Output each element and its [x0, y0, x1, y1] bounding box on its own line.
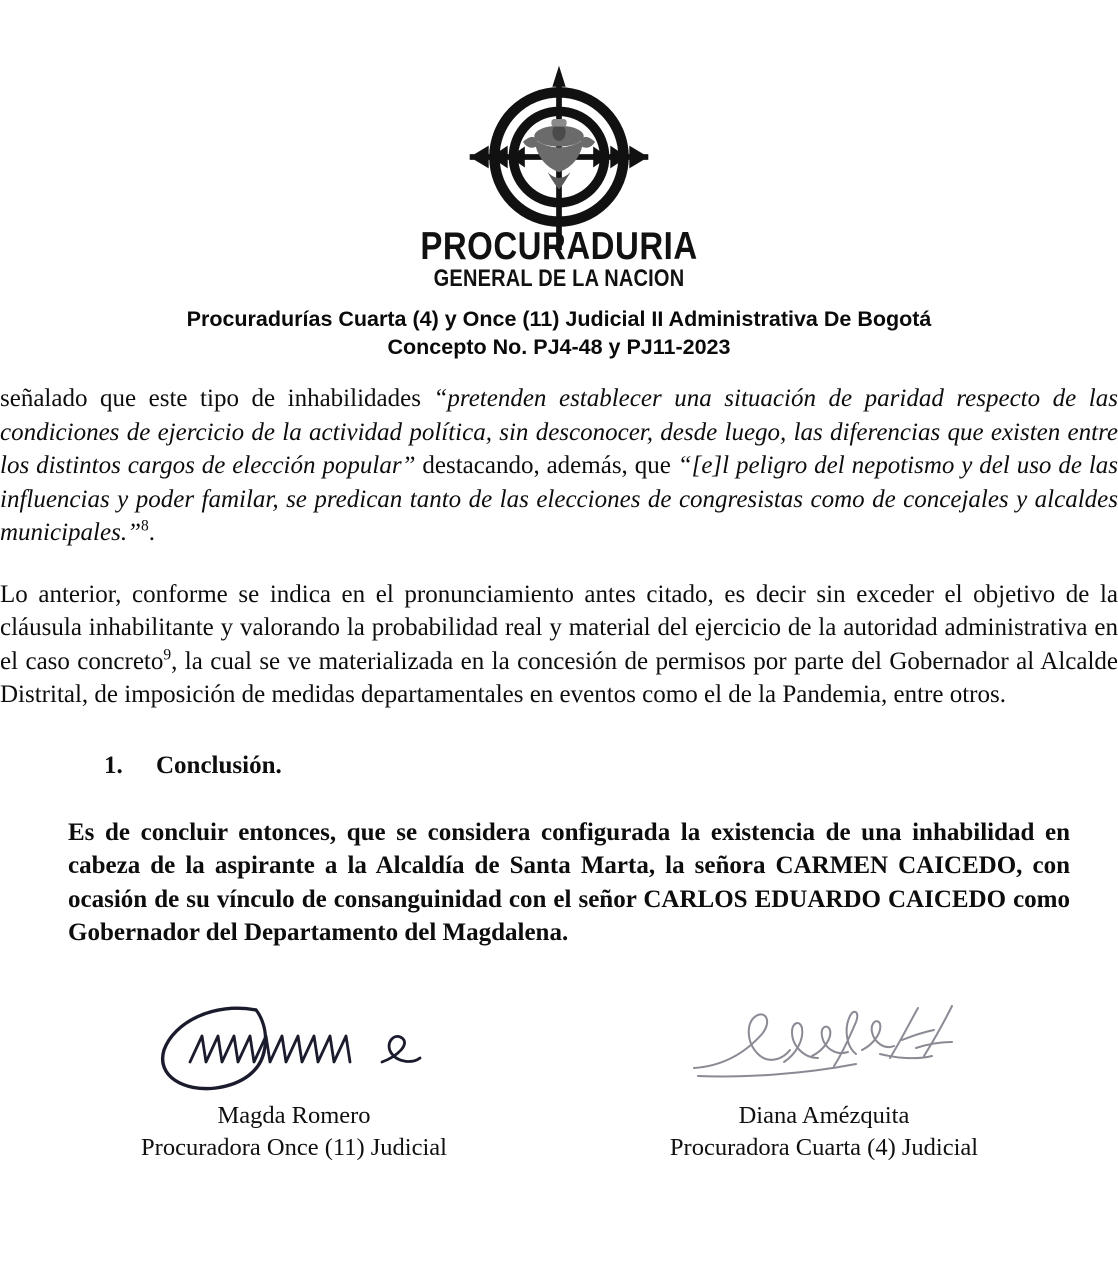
signature-block	[0, 992, 1118, 1164]
section-heading-conclusion	[104, 752, 1118, 780]
section-heading-number: 1.	[104, 751, 123, 779]
section-heading-label: Conclusión.	[156, 751, 282, 779]
analysis-text-part2: , la cual se ve materializada en la concesión de permisos por parte del Gobernador al Alcalde Distrital, de imposición de medidas departamentales en eventos como el de la Pandemia, entre otros.	[0, 647, 1118, 708]
quote-middle-text: destacando, además, que	[415, 452, 678, 479]
analysis-paragraph	[0, 578, 1118, 712]
document-title-line2: Concepto No. PJ4-48 y PJ11-2023	[387, 334, 731, 359]
signature-mark-magda-romero	[129, 992, 459, 1100]
signature-role-left: Procuradora Once (11) Judicial	[141, 1133, 447, 1161]
logo-wordmark	[420, 223, 698, 292]
signature-column-right	[634, 992, 1014, 1164]
quoted-paragraph	[0, 382, 1118, 550]
logo-wordmark-line1: PROCURADURIA	[420, 223, 698, 268]
conclusion-paragraph: Es de concluir entonces, que se considera configurada la existencia de una inhabilidad en cabeza de la aspirante a la Alcaldía de Santa Marta, la señora CARMEN CAICEDO, con ocasión de su vínculo de consanguinidad con el señor CARLOS EDUARDO CAICEDO como Gobernador del Departamento del Magdalena.	[68, 818, 1070, 946]
signature-column-left	[104, 992, 484, 1164]
footnote-marker-8: 8	[140, 517, 149, 535]
analysis-text-part1: Lo anterior, conforme se indica en el pronunciamiento antes citado, es decir sin exceder el objetivo de la cláusula inhabilitante y valorando la probabilidad real y material del ejercicio de la autoridad administrativa en el caso concreto	[0, 580, 1118, 675]
document-body	[0, 382, 1118, 950]
signature-name-left: Magda Romero	[217, 1102, 371, 1129]
signature-name-right: Diana Amézquita	[738, 1102, 910, 1129]
quote-text-two: “[e]l peligro del nepotismo y del uso de las influencias y poder familar, se predican tanto de las elecciones de congresistas como de concejales y alcaldes municipales.”	[0, 452, 1118, 546]
document-title	[60, 306, 1058, 361]
quote-trailing-text: .	[148, 519, 155, 546]
quote-lead-text: señalado que este tipo de inhabilidades	[0, 385, 434, 412]
letterhead	[0, 62, 1118, 292]
signature-role-right: Procuradora Cuarta (4) Judicial	[669, 1133, 979, 1161]
signature-mark-diana-amezquita	[659, 992, 989, 1100]
logo-wordmark-line2: GENERAL DE LA NACION	[433, 265, 685, 292]
footnote-marker-9: 9	[163, 646, 172, 664]
quote-text-one: “pretenden establecer una situación de paridad respecto de las condiciones de ejercicio de la actividad política, sin desconocer, desde luego, las diferencias que existen entre los distintos cargos de elección popular”	[0, 385, 1118, 479]
document-title-line1: Procuradurías Cuarta (4) y Once (11) Judicial II Administrativa De Bogotá	[186, 307, 932, 331]
